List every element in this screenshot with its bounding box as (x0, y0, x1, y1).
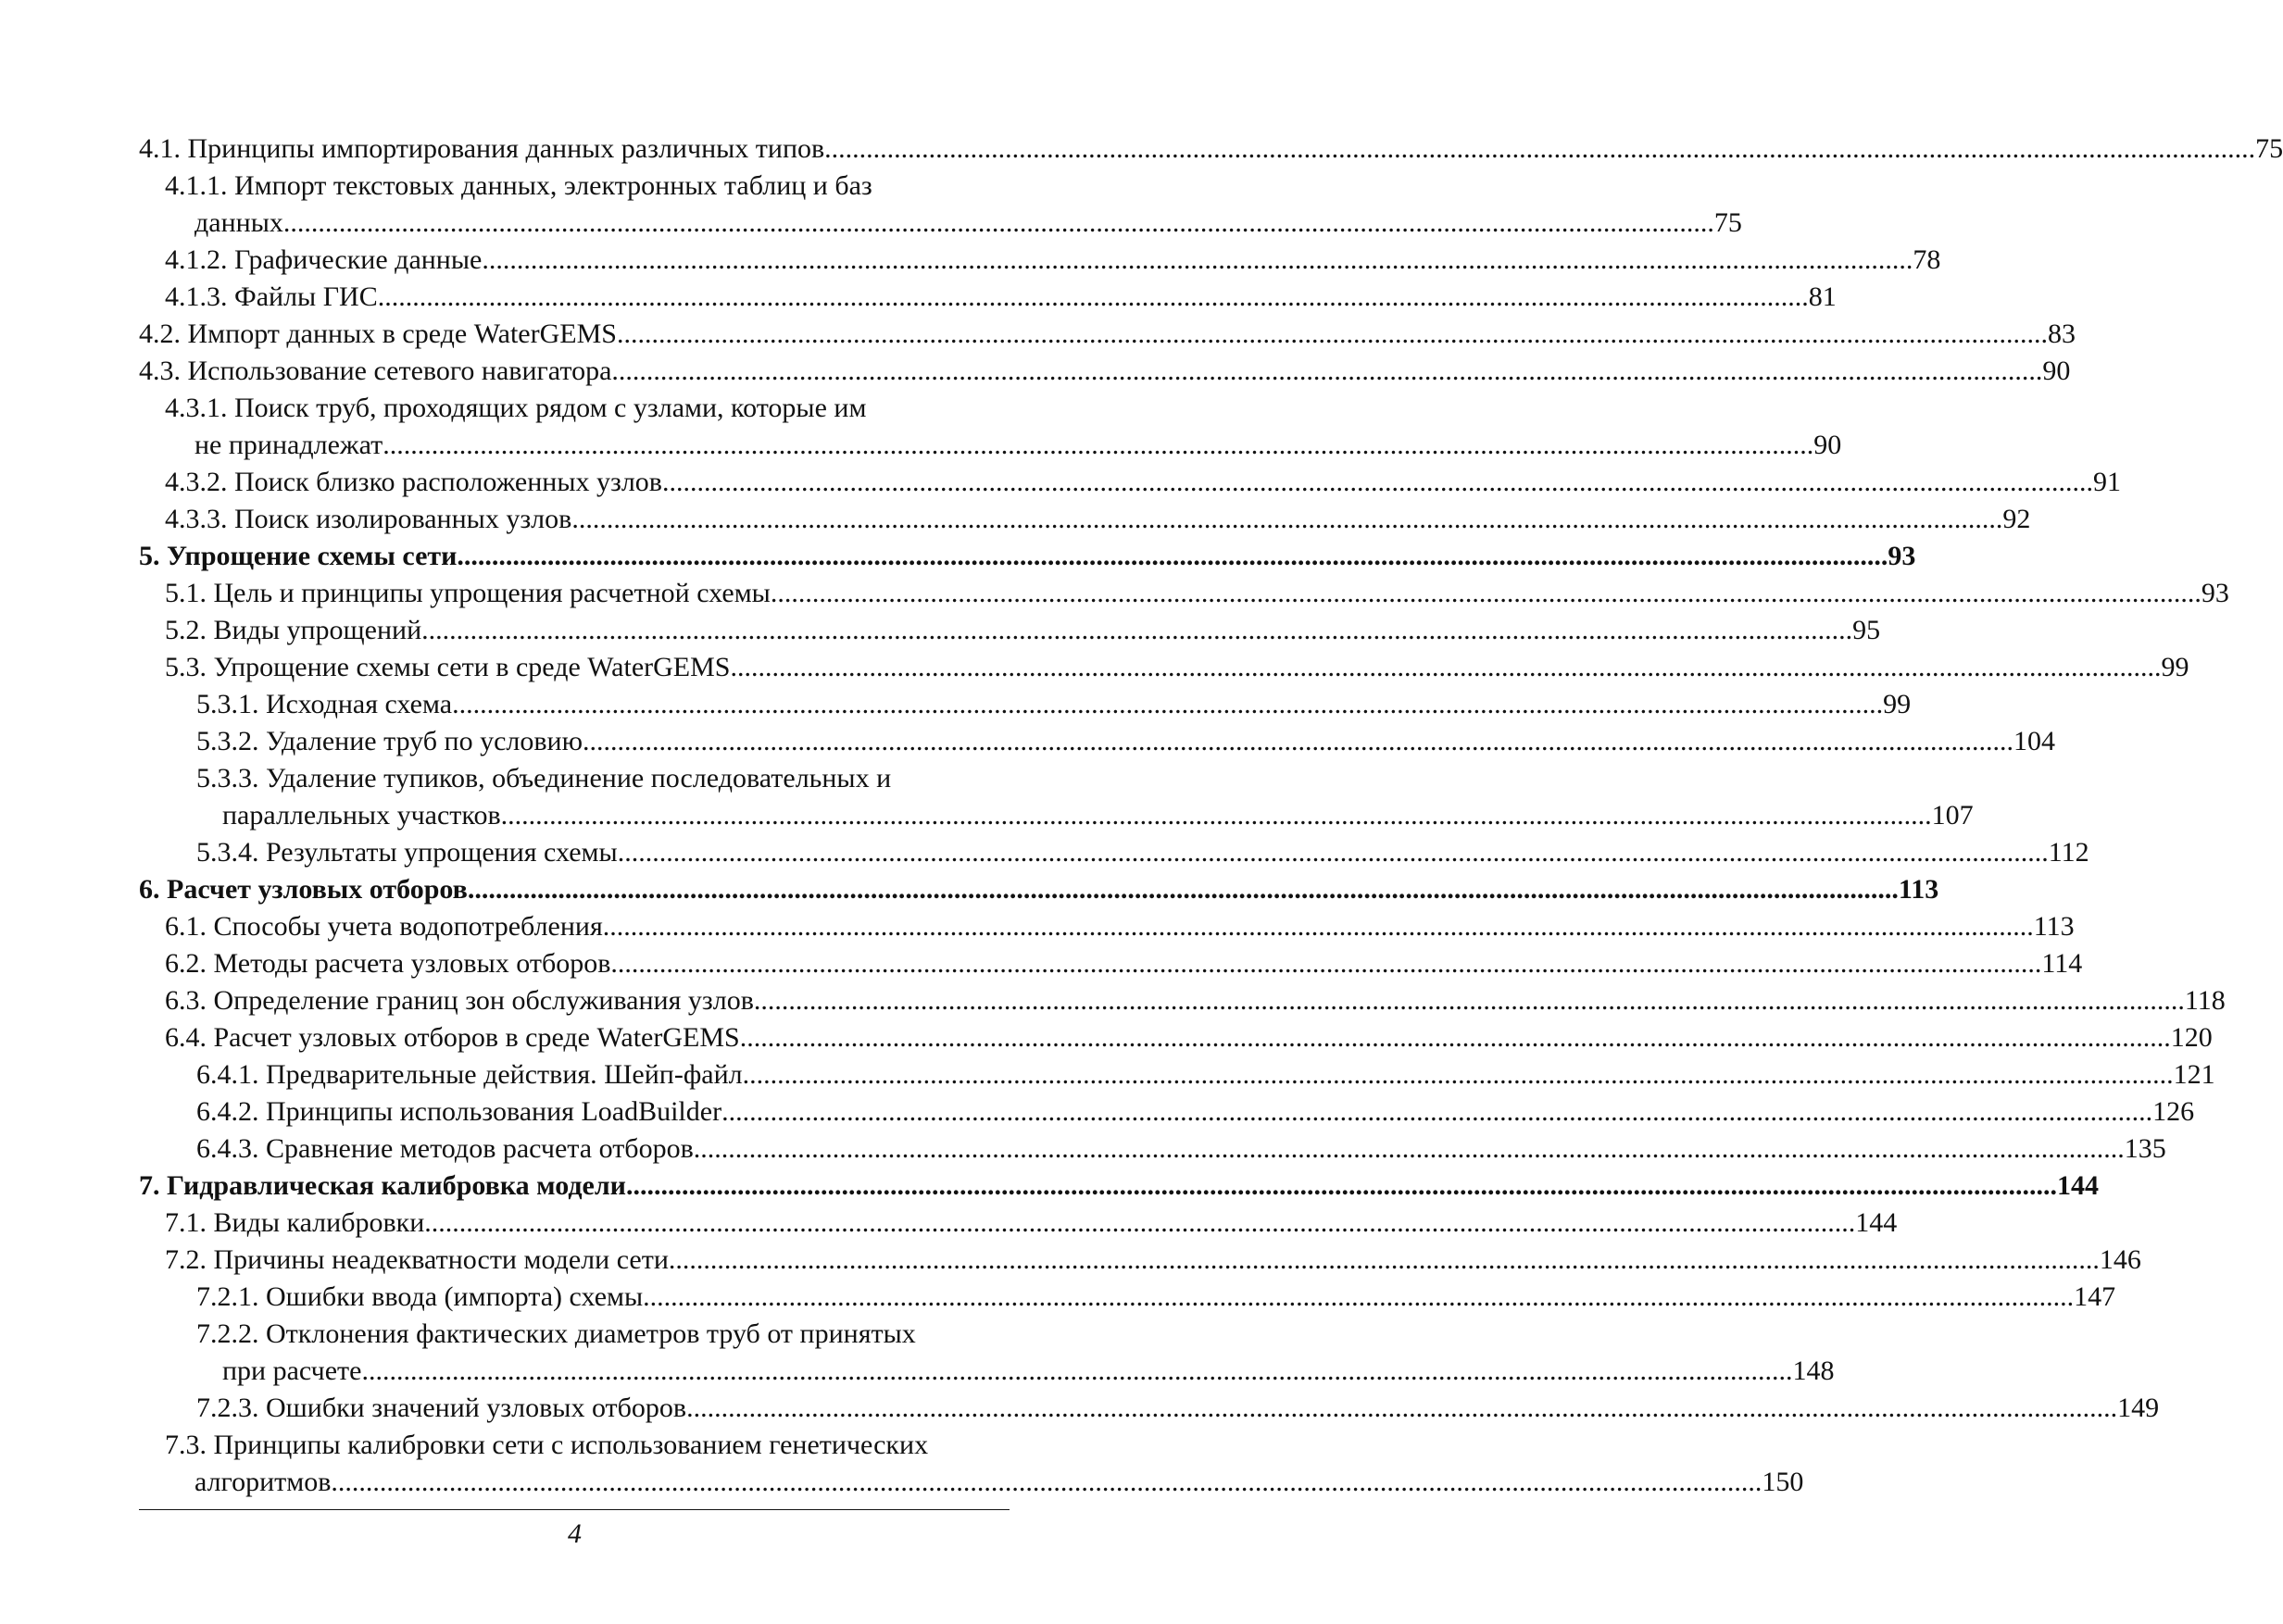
toc-entry-6-1[interactable] (139, 908, 2075, 945)
toc-entry-5-2[interactable] (139, 612, 1881, 649)
toc-entry-number: 6.3. (165, 985, 207, 1016)
toc-entry-number: 4.3. (139, 356, 181, 386)
toc-entry-title: Сравнение методов расчета отборов (266, 1133, 694, 1164)
table-of-contents (139, 131, 2283, 1501)
toc-entry-title-line2: алгоритмов (194, 1467, 332, 1497)
toc-entry-6-4-2[interactable] (139, 1093, 2195, 1131)
toc-entry-4-3[interactable] (139, 353, 2071, 390)
toc-entry-page: 90 (1813, 430, 1842, 460)
toc-entry-title-line1: Импорт текстовых данных, электронных таблиц и баз (234, 170, 872, 201)
toc-entry-number: 6.2. (165, 948, 207, 979)
toc-entry-page: 92 (2002, 504, 2031, 534)
toc-entry-page: 120 (2170, 1022, 2213, 1053)
toc-entry-title: Использование сетевого навигатора (187, 356, 612, 386)
dot-leader (331, 1464, 1762, 1501)
toc-entry-page: 81 (1808, 281, 1837, 312)
toc-entry-title: Ошибки ввода (импорта) схемы (266, 1281, 644, 1312)
toc-entry-number: 6.1. (165, 911, 207, 942)
dot-leader (643, 1279, 2074, 1316)
toc-entry-number: 5.3.4. (196, 837, 259, 868)
toc-entry-title: Файлы ГИС (234, 281, 378, 312)
dot-leader (694, 1131, 2125, 1168)
toc-entry-page: 118 (2184, 985, 2226, 1016)
toc-entry-page: 149 (2117, 1393, 2160, 1423)
dot-leader (424, 1205, 1855, 1242)
dot-leader (626, 1168, 2057, 1205)
dot-leader (771, 575, 2201, 612)
toc-entry-title: Принципы использования LoadBuilder (266, 1096, 722, 1127)
toc-entry-5-3-1[interactable] (139, 686, 1912, 723)
dot-leader (457, 538, 1888, 575)
toc-entry-4-2[interactable] (139, 316, 2076, 353)
toc-entry-title: Поиск близко расположенных узлов (234, 467, 662, 497)
toc-entry-title-line1: Поиск труб, проходящих рядом с узлами, которые им (234, 393, 867, 423)
toc-entry-7-2[interactable] (139, 1242, 2141, 1279)
toc-entry-number: 6.4.2. (196, 1096, 259, 1127)
toc-entry-6-2[interactable] (139, 945, 2083, 982)
page-number: 4 (568, 1518, 582, 1549)
toc-entry-number: 5.3.3. (196, 763, 259, 793)
dot-leader (468, 871, 1899, 908)
dot-leader (617, 316, 2048, 353)
dot-leader (603, 908, 2034, 945)
toc-entry-page: 113 (2033, 911, 2075, 942)
dot-leader (662, 464, 2093, 501)
toc-entry-5-3-3[interactable] (139, 760, 1010, 797)
toc-entry-page: 99 (2161, 652, 2189, 682)
toc-entry-4-1-3[interactable] (139, 279, 1837, 316)
toc-entry-number: 6.4.3. (196, 1133, 259, 1164)
toc-entry-title: Графические данные (234, 244, 483, 275)
toc-entry-title: Причины неадекватности модели сети (213, 1244, 669, 1275)
dot-leader (731, 649, 2162, 686)
toc-entry-page: 144 (1855, 1207, 1898, 1238)
toc-entry-7-2-1[interactable] (139, 1279, 2116, 1316)
footer-rule (139, 1509, 1010, 1510)
toc-entry-number: 4.3.1. (165, 393, 228, 423)
toc-entry-4-1-1[interactable] (139, 168, 1010, 205)
toc-entry-title-line2: при расчете (222, 1355, 362, 1386)
toc-entry-page: 107 (1931, 800, 1974, 831)
toc-entry-6-4[interactable] (139, 1019, 2213, 1056)
toc-entry-number: 7.2. (165, 1244, 207, 1275)
toc-entry-number: 7.2.1. (196, 1281, 259, 1312)
toc-entry-4-1-1-continuation (139, 205, 1742, 242)
toc-entry-number: 5.3.2. (196, 726, 259, 756)
toc-entry-title: Ошибки значений узловых отборов (266, 1393, 687, 1423)
toc-entry-5-3-2[interactable] (139, 723, 2056, 760)
toc-entry-number: 5.3.1. (196, 689, 259, 719)
toc-entry-page: 114 (2041, 948, 2083, 979)
toc-entry-6-4-1[interactable] (139, 1056, 2215, 1093)
toc-chapter-7[interactable] (139, 1168, 2099, 1205)
dot-leader (743, 1056, 2174, 1093)
toc-entry-page: 148 (1792, 1355, 1835, 1386)
toc-entry-number: 7.3. (165, 1430, 207, 1460)
toc-chapter-5[interactable] (139, 538, 1916, 575)
toc-entry-7-3-continuation (139, 1464, 1804, 1501)
toc-entry-page: 75 (1713, 207, 1742, 238)
toc-entry-title: Виды упрощений (213, 615, 422, 645)
toc-entry-page: 93 (1888, 541, 1916, 571)
toc-entry-title: Поиск изолированных узлов (234, 504, 572, 534)
dot-leader (669, 1242, 2100, 1279)
dot-leader (383, 427, 1813, 464)
dot-leader (611, 353, 2042, 390)
dot-leader (583, 723, 2013, 760)
toc-entry-page: 93 (2201, 578, 2229, 608)
toc-entry-title: Предварительные действия. Шейп-файл (266, 1059, 743, 1090)
toc-entry-page: 126 (2152, 1096, 2195, 1127)
toc-entry-page: 104 (2013, 726, 2056, 756)
toc-entry-5-3[interactable] (139, 649, 2189, 686)
toc-entry-4-3-1-continuation (139, 427, 1842, 464)
toc-entry-title-line1: Удаление тупиков, объединение последовательных и (266, 763, 892, 793)
toc-entry-number: 6.4.1. (196, 1059, 259, 1090)
toc-entry-7-2-2[interactable] (139, 1316, 1010, 1353)
toc-entry-title: Расчет узловых отборов (167, 874, 468, 905)
dot-leader (421, 612, 1852, 649)
toc-entry-title: Цель и принципы упрощения расчетной схемы (213, 578, 771, 608)
toc-entry-number: 7.1. (165, 1207, 207, 1238)
toc-entry-number: 7.2.2. (196, 1318, 259, 1349)
toc-entry-number: 4.1.2. (165, 244, 228, 275)
toc-entry-page: 90 (2042, 356, 2071, 386)
toc-entry-page: 146 (2099, 1244, 2141, 1275)
toc-entry-page: 135 (2124, 1133, 2166, 1164)
toc-entry-6-3[interactable] (139, 982, 2226, 1019)
toc-entry-title: Результаты упрощения схемы (266, 837, 618, 868)
toc-entry-page: 147 (2074, 1281, 2116, 1312)
toc-entry-number: 4.1.1. (165, 170, 228, 201)
toc-entry-page: 112 (2048, 837, 2089, 868)
toc-entry-number: 5.2. (165, 615, 207, 645)
dot-leader (361, 1353, 1792, 1390)
toc-chapter-6[interactable] (139, 871, 1939, 908)
toc-entry-4-3-1[interactable] (139, 390, 1010, 427)
dot-leader (283, 205, 1714, 242)
toc-entry-page: 144 (2056, 1170, 2099, 1201)
dot-leader (618, 834, 2049, 871)
toc-entry-number: 6. (139, 874, 160, 905)
toc-entry-number: 5.1. (165, 578, 207, 608)
toc-entry-title: Удаление труб по условию (266, 726, 583, 756)
dot-leader (452, 686, 1883, 723)
dot-leader (610, 945, 2041, 982)
toc-entry-title: Методы расчета узловых отборов (213, 948, 611, 979)
toc-entry-7-3[interactable] (139, 1427, 1010, 1464)
toc-entry-title: Гидравлическая калибровка модели (167, 1170, 626, 1201)
toc-entry-title: Расчет узловых отборов в среде WaterGEMS (213, 1022, 740, 1053)
toc-entry-number: 4.3.2. (165, 467, 228, 497)
toc-entry-page: 99 (1883, 689, 1912, 719)
toc-entry-number: 4.2. (139, 319, 181, 349)
toc-entry-title-line1: Принципы калибровки сети с использованием генетических (213, 1430, 929, 1460)
toc-entry-title: Принципы импортирования данных различных типов (187, 133, 825, 164)
toc-entry-number: 4.3.3. (165, 504, 228, 534)
toc-entry-number: 4.1.3. (165, 281, 228, 312)
toc-entry-7-2-2-continuation (139, 1353, 1835, 1390)
toc-entry-title: Упрощение схемы сети в среде WaterGEMS (213, 652, 731, 682)
dot-leader (571, 501, 2002, 538)
toc-entry-title-line2: параллельных участков (222, 800, 501, 831)
toc-entry-title-line1: Отклонения фактических диаметров труб от принятых (266, 1318, 916, 1349)
toc-entry-page: 95 (1852, 615, 1881, 645)
toc-entry-7-2-3[interactable] (139, 1390, 2160, 1427)
toc-entry-page: 83 (2047, 319, 2076, 349)
toc-entry-number: 6.4. (165, 1022, 207, 1053)
toc-entry-title: Упрощение схемы сети (167, 541, 458, 571)
dot-leader (482, 242, 1913, 279)
toc-entry-number: 5. (139, 541, 160, 571)
toc-entry-number: 5.3. (165, 652, 207, 682)
toc-entry-title: Определение границ зон обслуживания узлов (213, 985, 754, 1016)
dot-leader (754, 982, 2185, 1019)
toc-entry-page: 113 (1898, 874, 1939, 905)
toc-entry-title: Способы учета водопотребления (213, 911, 603, 942)
dot-leader (740, 1019, 2171, 1056)
toc-entry-page: 75 (2255, 133, 2283, 164)
toc-entry-4-3-3[interactable] (139, 501, 2031, 538)
toc-entry-title-line2: данных (194, 207, 283, 238)
dot-leader (686, 1390, 2117, 1427)
toc-entry-page: 78 (1913, 244, 1941, 275)
dot-leader (721, 1093, 2152, 1131)
toc-entry-6-4-3[interactable] (139, 1131, 2166, 1168)
dot-leader (378, 279, 1809, 316)
toc-entry-title: Виды калибровки (213, 1207, 425, 1238)
toc-entry-4-1-2[interactable] (139, 242, 1941, 279)
toc-entry-title-line2: не принадлежат (194, 430, 383, 460)
toc-entry-number: 7. (139, 1170, 160, 1201)
toc-entry-7-1[interactable] (139, 1205, 1898, 1242)
toc-entry-page: 91 (2092, 467, 2121, 497)
toc-entry-4-3-2[interactable] (139, 464, 2121, 501)
toc-entry-page: 150 (1762, 1467, 1804, 1497)
dot-leader (824, 131, 2255, 168)
toc-entry-title: Импорт данных в среде WaterGEMS (187, 319, 617, 349)
toc-entry-page: 121 (2173, 1059, 2215, 1090)
toc-entry-number: 4.1. (139, 133, 181, 164)
toc-entry-4-1[interactable] (139, 131, 2283, 168)
dot-leader (501, 797, 1932, 834)
toc-entry-5-1[interactable] (139, 575, 2229, 612)
toc-entry-title: Исходная схема (266, 689, 453, 719)
toc-entry-5-3-3-continuation (139, 797, 1974, 834)
toc-entry-number: 7.2.3. (196, 1393, 259, 1423)
toc-entry-5-3-4[interactable] (139, 834, 2089, 871)
